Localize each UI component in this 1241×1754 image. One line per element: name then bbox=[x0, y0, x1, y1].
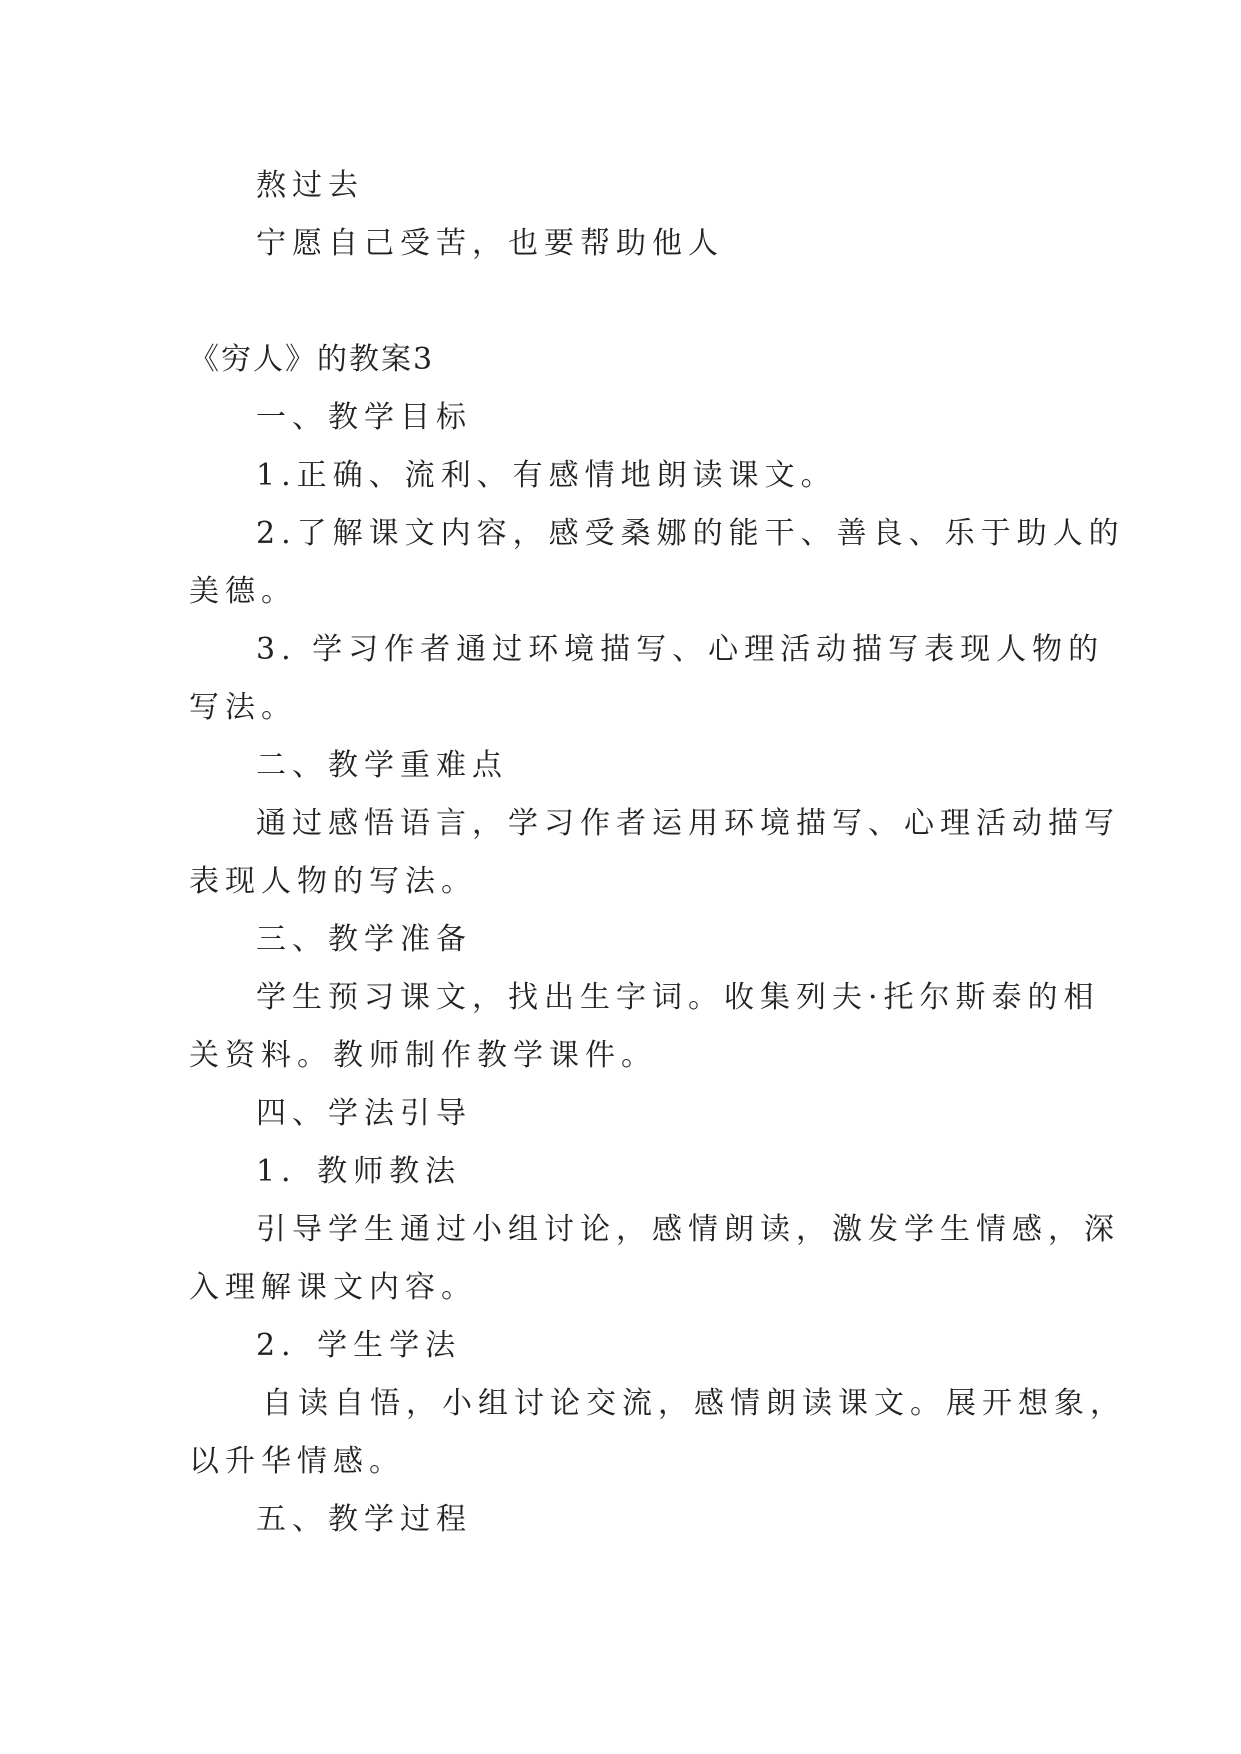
list-item: 3. 学习作者通过环境描写、心理活动描写表现人物的 bbox=[256, 632, 1105, 667]
text-line: 熬过去 bbox=[256, 168, 364, 203]
subheading-student-method: 2．学生学法 bbox=[256, 1328, 462, 1363]
paragraph-line: 自读自悟，小组讨论交流，感情朗读课文。展开想象， bbox=[262, 1386, 1126, 1421]
text-line: 宁愿自己受苦，也要帮助他人 bbox=[256, 226, 724, 261]
paragraph-line: 关资料。教师制作教学课件。 bbox=[189, 1038, 657, 1073]
paragraph-line: 以升华情感。 bbox=[189, 1444, 405, 1479]
list-item-continuation: 写法。 bbox=[189, 690, 297, 725]
list-item-continuation: 美德。 bbox=[189, 574, 297, 609]
heading-key-points: 二、教学重难点 bbox=[256, 748, 508, 783]
paragraph-line: 表现人物的写法。 bbox=[189, 864, 477, 899]
paragraph-line: 入理解课文内容。 bbox=[189, 1270, 477, 1305]
heading-teaching-process: 五、教学过程 bbox=[256, 1502, 472, 1537]
heading-teaching-goals: 一、教学目标 bbox=[256, 400, 472, 435]
paragraph-line: 学生预习课文，找出生字词。收集列夫·托尔斯泰的相 bbox=[256, 980, 1100, 1015]
section-title: 《穷人》的教案3 bbox=[189, 342, 435, 377]
list-item: 2.了解课文内容，感受桑娜的能干、善良、乐于助人的 bbox=[256, 516, 1125, 551]
subheading-teacher-method: 1．教师教法 bbox=[256, 1154, 462, 1189]
paragraph-line: 通过感悟语言，学习作者运用环境描写、心理活动描写 bbox=[256, 806, 1120, 841]
heading-preparation: 三、教学准备 bbox=[256, 922, 472, 957]
paragraph-line: 引导学生通过小组讨论，感情朗读，激发学生情感，深 bbox=[256, 1212, 1120, 1247]
heading-study-guidance: 四、学法引导 bbox=[256, 1096, 472, 1131]
list-item: 1.正确、流利、有感情地朗读课文。 bbox=[256, 458, 837, 493]
